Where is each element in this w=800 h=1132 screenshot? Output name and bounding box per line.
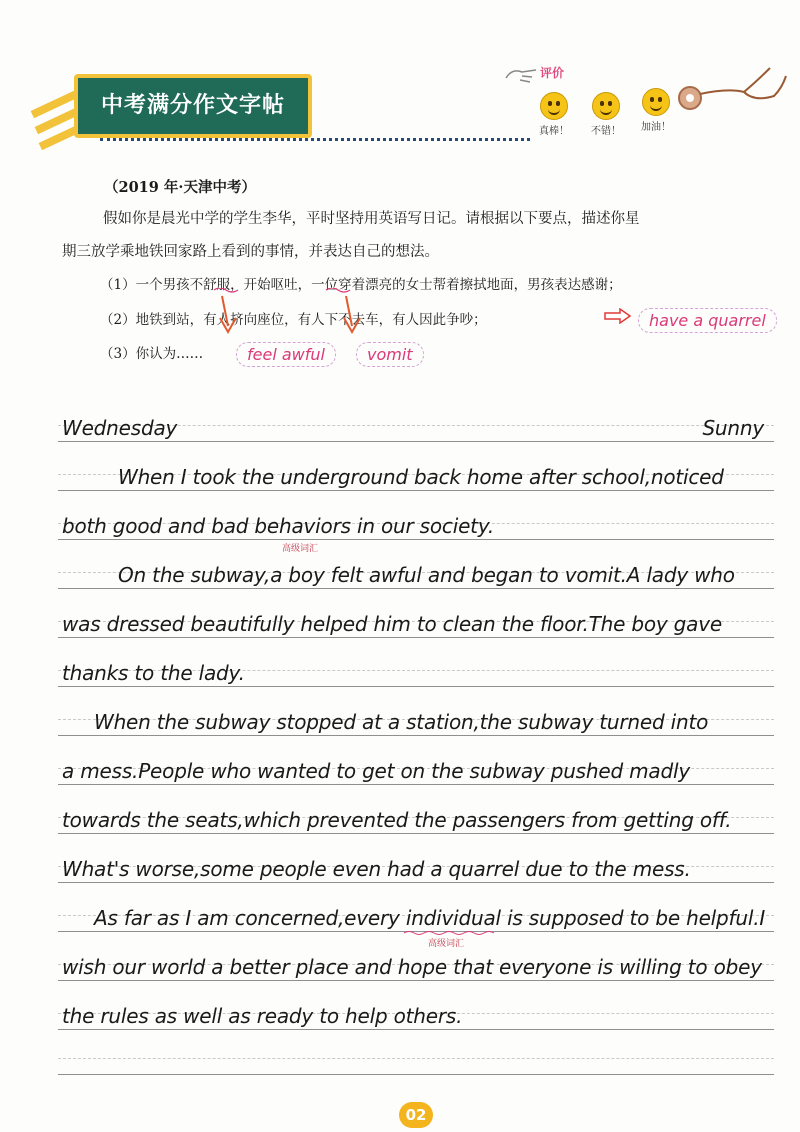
vocab-note: 高级词汇 — [428, 939, 465, 949]
vocab-note: 高级词汇 — [282, 544, 319, 554]
essay-line-3: On the subway,a boy felt awful and began to vomit.A lady who — [118, 563, 735, 587]
smiley-face-icon — [540, 92, 568, 120]
rating-good[interactable]: 不错！ — [584, 92, 628, 137]
header-dotted-divider — [100, 138, 530, 141]
hint-tag-quarrel: have a quarrel — [638, 308, 777, 333]
rating-area — [500, 58, 790, 158]
pointing-hand-icon — [502, 62, 542, 86]
essay-line-7: a mess.People who wanted to get on the subway pushed madly — [62, 759, 690, 783]
essay-line-4: was dressed beautifully helped him to clean the floor.The boy gave — [62, 612, 722, 636]
essay-line-9: What's worse,some people even had a quarrel due to the mess. — [62, 857, 691, 881]
essay-line-8: towards the seats,which prevented the passengers from getting off. — [62, 808, 732, 832]
rating-label: 评价 — [540, 66, 565, 80]
essay-line-11: wish our world a better place and hope that everyone is willing to obey — [62, 955, 762, 979]
rating-keep-going[interactable]: 加油！ — [634, 88, 678, 133]
essay-line-2: both good and bad behaviors in our society. — [62, 514, 495, 538]
prompt-intro-line-1: 假如你是晨光中学的学生李华，平时坚持用英语写日记。请根据以下要点，描述你星 — [103, 211, 640, 227]
prompt-point-3: （3）你认为…… — [100, 346, 204, 362]
hint-tag-vomit: vomit — [356, 342, 424, 367]
prompt-point-1: （1）一个男孩不舒服，开始呕吐，一位穿着漂亮的女士帮着擦拭地面，男孩表达感谢； — [100, 277, 622, 293]
hint-tag-feel-awful: feel awful — [236, 342, 336, 367]
string-bead-decoration — [678, 58, 790, 118]
rating-great[interactable]: 真棒！ — [532, 92, 576, 137]
essay-line-12: the rules as well as ready to help others. — [62, 1004, 463, 1028]
essay-line-5: thanks to the lady. — [62, 661, 245, 685]
essay-line-10: As far as I am concerned,every individual is supposed to be helpful.I — [94, 906, 766, 930]
essay-day: Wednesday — [62, 416, 178, 440]
prompt-source: （2019 年·天津中考） — [104, 179, 256, 196]
arrow-right-icon — [604, 308, 632, 324]
title-badge — [74, 74, 312, 138]
page-number: 02 — [399, 1102, 433, 1128]
prompt-point-2: （2）地铁到站，有人挤向座位，有人下不去车，有人因此争吵； — [100, 312, 487, 328]
prompt-intro-line-2: 期三放学乘地铁回家路上看到的事情，并表达自己的想法。 — [62, 244, 439, 260]
essay-line-6: When the subway stopped at a station,the subway turned into — [94, 710, 709, 734]
page-title: 中考满分作文字帖 — [100, 93, 285, 118]
essay-weather: Sunny — [702, 416, 764, 440]
smiley-face-icon — [642, 88, 670, 116]
essay-line-1: When I took the underground back home after school,noticed — [118, 465, 724, 489]
annotation-arrows — [208, 288, 368, 338]
smiley-face-icon — [592, 92, 620, 120]
